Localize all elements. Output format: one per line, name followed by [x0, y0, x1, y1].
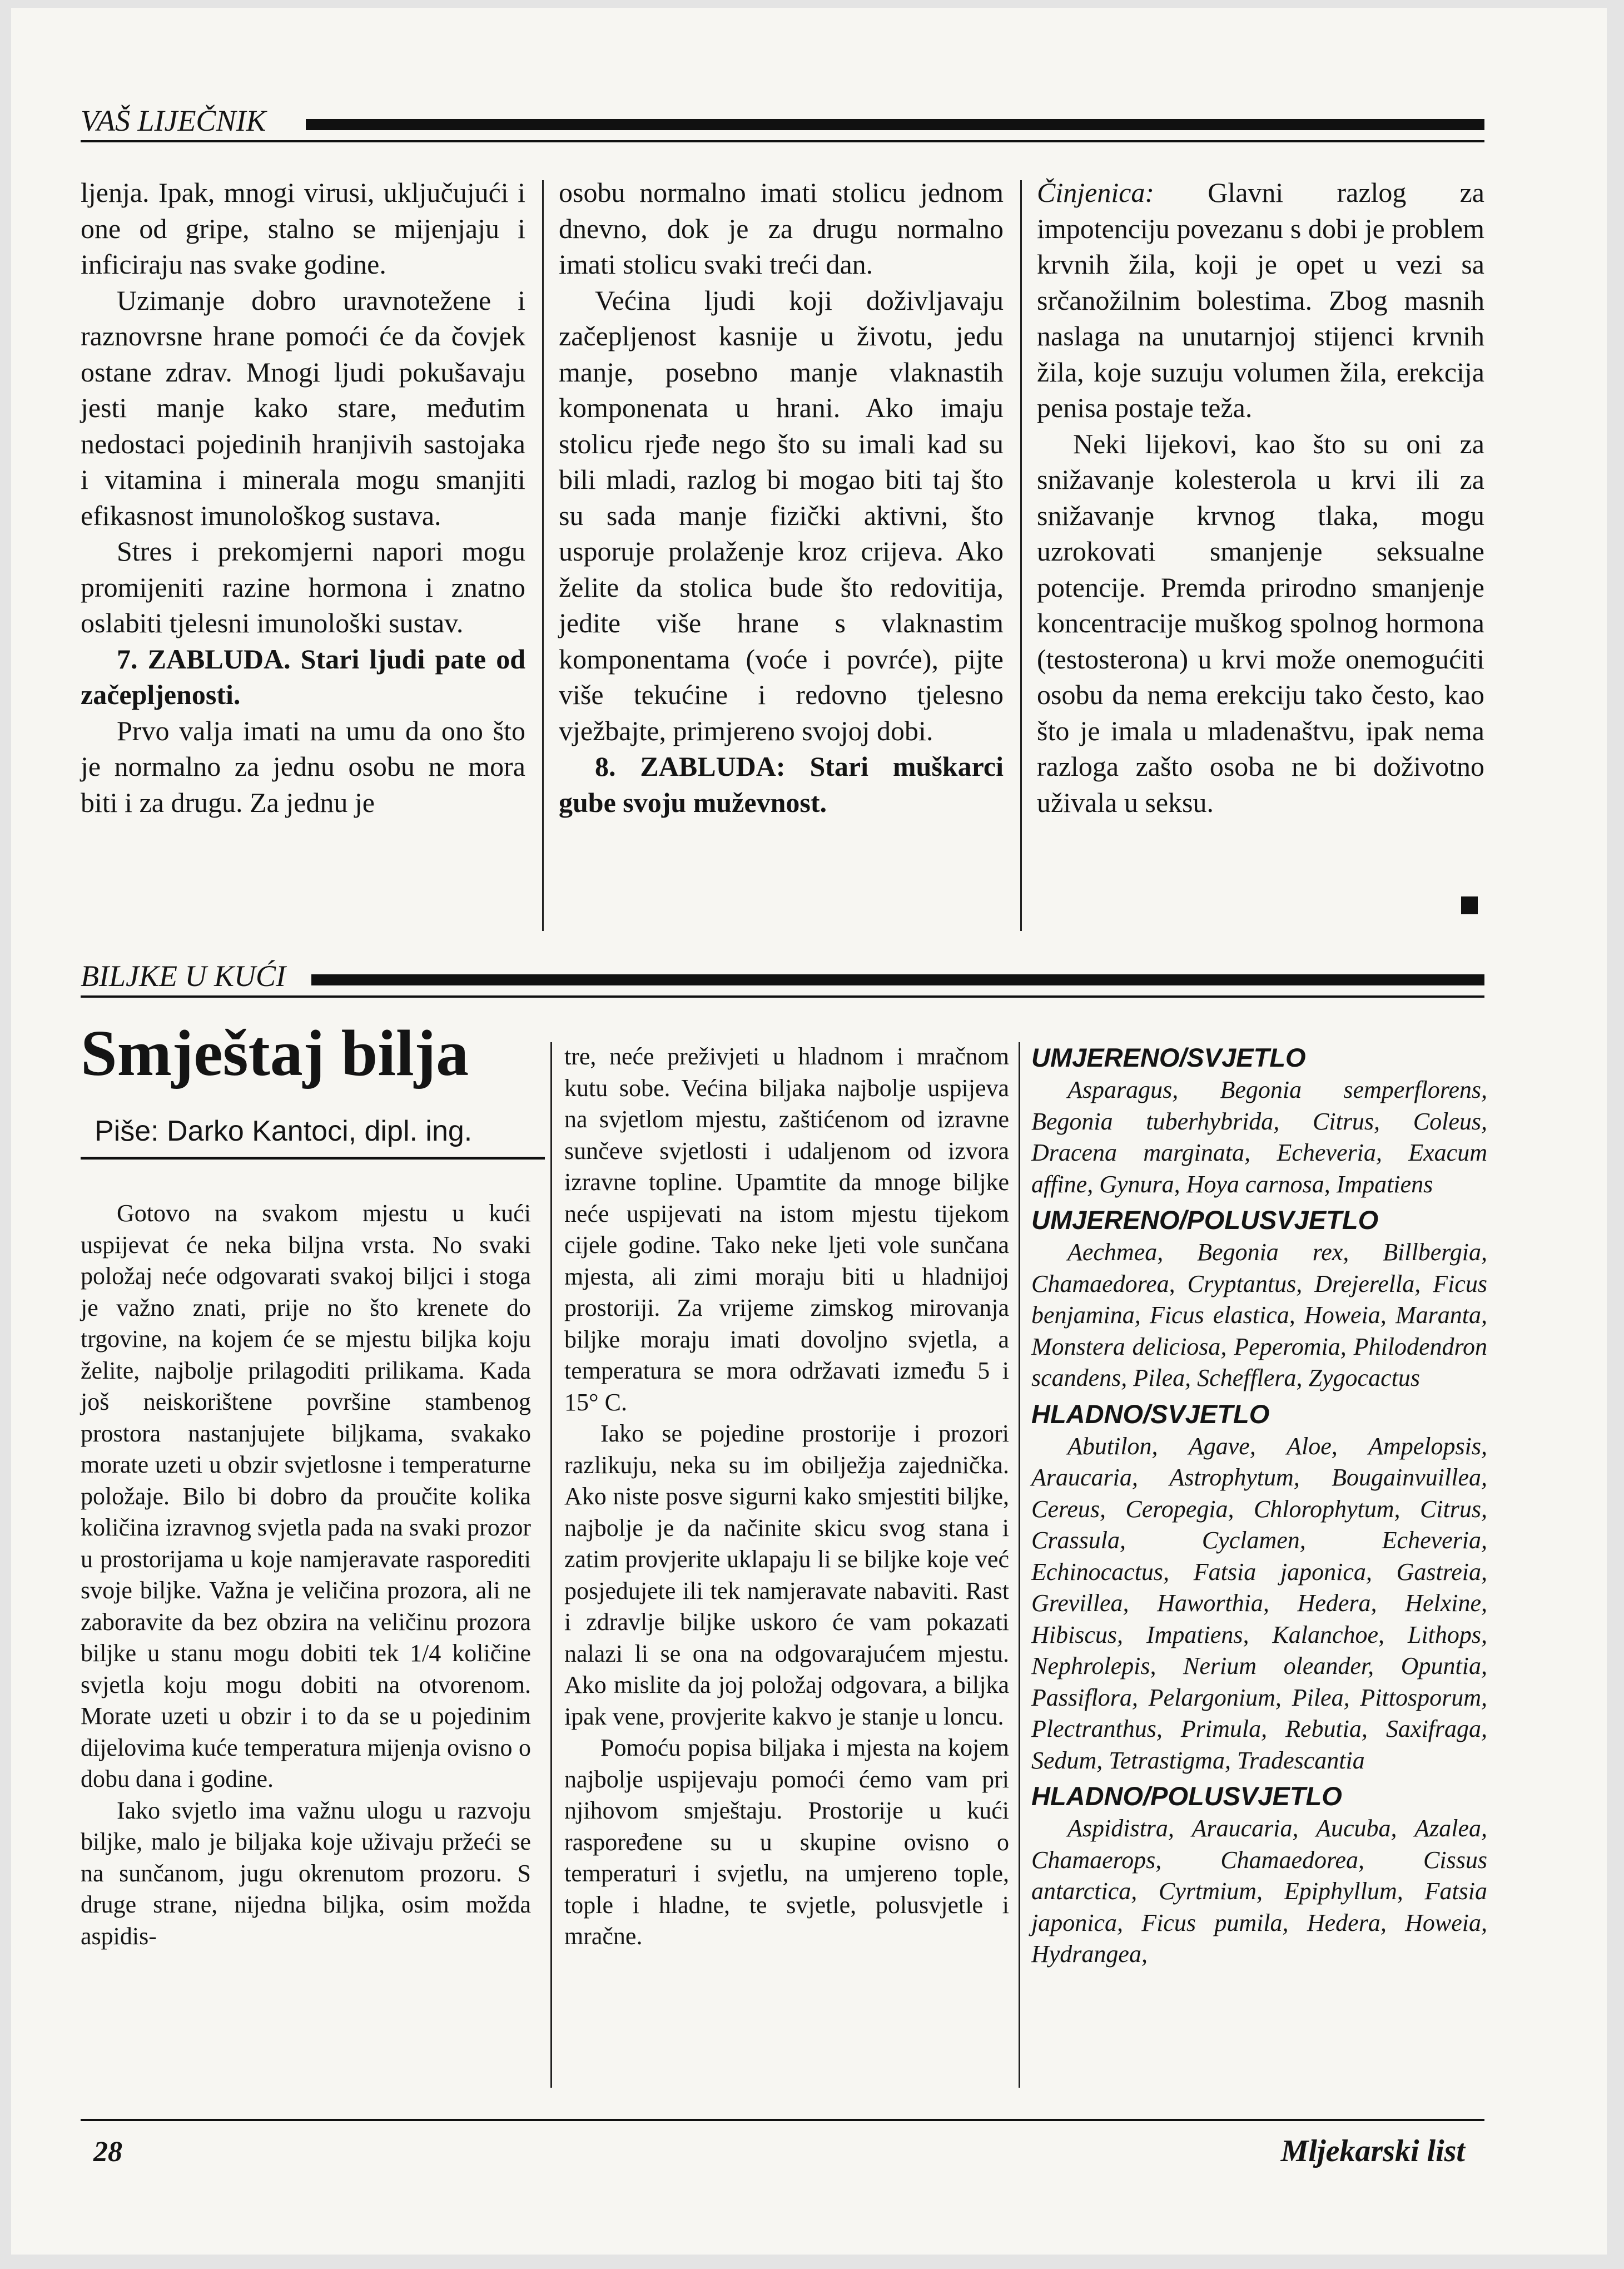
header-thick-rule — [306, 119, 1484, 130]
header-thick-rule — [311, 974, 1484, 985]
paragraph: ljenja. Ipak, mnogi virusi, uključujući i one od gripe, stalno se mijenjaju i inficiraju nas svake godine. — [81, 177, 525, 280]
plant-category-list: Asparagus, Begonia semperflorens, Begonia tuberhybrida, Citrus, Coleus, Dracena marginata, Echeveria, Exacum affine, Gynura, Hoya carnosa, Impatiens — [1031, 1076, 1487, 1198]
header-thin-rule — [81, 140, 1484, 142]
column-divider — [1020, 180, 1022, 931]
column-divider — [550, 1042, 552, 2088]
paragraph: Stres i prekomjerni napori mogu promijeniti razine hormona i znatno oslabiti tjelesni imunološki sustav. — [81, 536, 525, 638]
header-thin-rule — [81, 995, 1484, 998]
paragraph: Iako svjetlo ima važnu ulogu u razvoju biljke, malo je biljaka koje uživaju pržeći se na sunčanom, jugu okrenutom prozoru. S druge strane, nijedna biljka, osim možda aspidis- — [81, 1796, 531, 1950]
column-divider — [542, 180, 544, 931]
plant-list — [1031, 1041, 1487, 1974]
paragraph: tre, neće preživjeti u hladnom i mračnom kutu sobe. Većina biljaka najbolje uspijeva na svjetlom mjestu, zaštićenom od izravne sunčeve svjetlosti i udaljenom od izvora izravne topline. Upamtite da mnoge biljke neće uspijevati na istom mjestu tijekom cijele godine. Tako neke ljeti vole sunčana mjesta, ali zimi moraju biti u hladnijoj prostoriji. Za vrijeme zimskog mirovanja biljke moraju imati dovoljno svjetla, a temperatura se mora održavati između 5 i 15° C. — [564, 1043, 1009, 1416]
section-header-biljke-u-kuci — [81, 959, 1484, 998]
plant-category-list: Aspidistra, Araucaria, Aucuba, Azalea, Chamaerops, Chamaedorea, Cissus antarctica, Cyrtmium, Epiphyllum, Fatsia japonica, Ficus pumila, Hedera, Howeia, Hydrangea, — [1031, 1815, 1487, 1968]
plant-category-heading: HLADNO/POLUSVJETLO — [1031, 1781, 1342, 1811]
plant-category-list: Aechmea, Begonia rex, Billbergia, Chamaedorea, Cryptantus, Drejerella, Ficus benjamina, Ficus elastica, Howeia, Maranta, Monstera deliciosa, Peperomia, Philodendron scandens, Pilea, Schefflera, Zygocactus — [1031, 1238, 1487, 1391]
paragraph — [1037, 175, 1484, 426]
paragraph: Većina ljudi koji doživljavaju začepljenost kasnije u životu, jedu manje, posebno manje vlaknastih komponenata u hrani. Ako imaju stolicu rjeđe nego što su imali kad su bili mladi, razlog bi mogao biti taj što su sada manje fizički aktivni, što usporuje prolaženje kroz crijeva. Ako želite da stolica bude što redovitija, jedite više hrane s vlaknastim komponentama (voće i povrće), pijte više tekućine i redovno tjelesno vježbajte, primjereno svojoj dobi. — [559, 284, 1004, 746]
subheading: 8. ZABLUDA: Stari muškarci gube svoju muževnost. — [559, 751, 1004, 818]
section-label: BILJKE U KUĆI — [81, 959, 286, 993]
paragraph: Uzimanje dobro uravnotežene i raznovrsne hrane pomoći će da čovjek ostane zdrav. Mnogi ljudi pokušavaju jesti manje kako stare, međutim nedostaci pojedinih hranjivih sastojaka i vitamina i minerala mogu smanjiti efikasnost imunološkog sustava. — [81, 284, 525, 531]
paragraph: osobu normalno imati stolicu jednom dnevno, dok je za drugu normalno imati stolicu svaki treći dan. — [559, 177, 1004, 280]
plant-category-list: Abutilon, Agave, Aloe, Ampelopsis, Araucaria, Astrophytum, Bougainvuillea, Cereus, Ceropegia, Chlorophytum, Citrus, Crassula, Cyclamen, Echeveria, Echinocactus, Fatsia japonica, Gastreia, Grevillea, Haworthia, Hedera, Helxine, Hibiscus, Impatiens, Kalanchoe, Lithops, Nephrolepis, Nerium oleander, Opuntia, Passiflora, Pelargonium, Pilea, Pittosporum, Plectranthus, Primula, Rebutia, Saxifraga, Sedum, Tetrastigma, Tradescantia — [1031, 1432, 1487, 1774]
article-column-2 — [564, 1041, 1009, 1953]
top-column-1 — [81, 175, 525, 820]
article-column-1 — [81, 1198, 531, 1952]
lead-term: Činjenica: — [1037, 177, 1155, 208]
plant-category-heading: UMJERENO/SVJETLO — [1031, 1043, 1306, 1072]
paragraph: Neki lijekovi, kao što su oni za snižavanje kolesterola u krvi ili za snižavanje krvnog tlaka, mogu uzrokovati smanjenje seksualne potencije. Premda prirodno smanjenje koncentracije muškog spolnog hormona (testosterona) u krvi može onemogućiti osobu da nema erekciju tako često, kao što je imala u mladenaštvu, ipak nema razloga zašto osoba ne bi doživotno uživala u seksu. — [1037, 428, 1484, 818]
paragraph: Gotovo na svakom mjestu u kući uspijevat će neka biljna vrsta. No svaki položaj neće odgovarati svakoj biljci i stoga je važno znati, prije no što krenete do trgovine, na kojem će se mjestu biljka koju želite, najbolje prilagoditi prilikama. Kada još neiskorištene površine stambenog prostora nastanjujete biljkama, svakako morate uzeti u obzir svjetlosne i temperaturne položaje. Bilo bi dobro da proučite kolika količina izravnog svjetla pada na svaki prozor u prostorijama u koje namjeravate rasporediti svoje biljke. Važna je veličina prozora, ali ne zaboravite da bez obzira na veličinu prozora biljke u stanu mogu dobiti tek 1/4 količine svjetla koju mogu dobiti na otvorenom. Morate uzeti u obzir i to da se u pojedinim dijelovima kuće temperatura mijenja ovisno o dobu dana i godine. — [81, 1200, 531, 1792]
page-number: 28 — [93, 2136, 122, 2168]
top-column-3 — [1037, 175, 1484, 820]
article-title: Smještaj bilja — [81, 1017, 469, 1089]
subheading: 7. ZABLUDA. Stari ljudi pate od začepljenosti. — [81, 643, 525, 710]
article-end-mark — [1461, 896, 1478, 914]
paragraph: Pomoću popisa biljaka i mjesta na kojem najbolje uspijevaju pomoći ćemo vam pri njihovom smještaju. Prostorije u kući raspoređene su u skupine ovisno o temperaturi i svjetlu, na umjereno tople, tople i hladne, te svjetle, polusvjetle i mračne. — [564, 1734, 1009, 1950]
journal-name: Mljekarski list — [1280, 2134, 1465, 2168]
magazine-page — [11, 8, 1607, 2255]
top-column-2 — [559, 175, 1004, 820]
plant-category-heading: UMJERENO/POLUSVJETLO — [1031, 1205, 1379, 1235]
paragraph: Prvo valja imati na umu da ono što je normalno za jednu osobu ne mora biti i za drugu. Za jednu je — [81, 715, 525, 818]
section-header-vas-lijecnik — [81, 103, 1484, 142]
section-label: VAŠ LIJEČNIK — [81, 104, 266, 137]
article-byline: Piše: Darko Kantoci, dipl. ing. — [81, 1114, 545, 1160]
plant-category-heading: HLADNO/SVJETLO — [1031, 1399, 1270, 1429]
footer-rule — [81, 2119, 1484, 2121]
paragraph: Iako se pojedine prostorije i prozori razlikuju, neka su im obilježja zajednička. Ako niste posve sigurni kako smjestiti biljke, najbolje je da načinite skicu svog stana i zatim provjerite uklapaju li se biljke koje već posjedujete ili tek namjeravate nabaviti. Rast i zdravlje biljke uskoro će vam pokazati nalazi li se ona na odgovarajućem mjestu. Ako mislite da joj položaj odgovara, a biljka ipak vene, provjerite kakvo je stanje u loncu. — [564, 1420, 1009, 1730]
column-divider — [1019, 1042, 1020, 2088]
paragraph-text: Glavni razlog za impotenciju povezanu s dobi je problem krvnih žila, koji je opet u vezi sa srčanožilnim bolestima. Zbog masnih naslaga na unutarnjoj stijenci krvnih žila, koje suzuju volumen žila, erekcija penisa postaje teža. — [1037, 177, 1484, 423]
